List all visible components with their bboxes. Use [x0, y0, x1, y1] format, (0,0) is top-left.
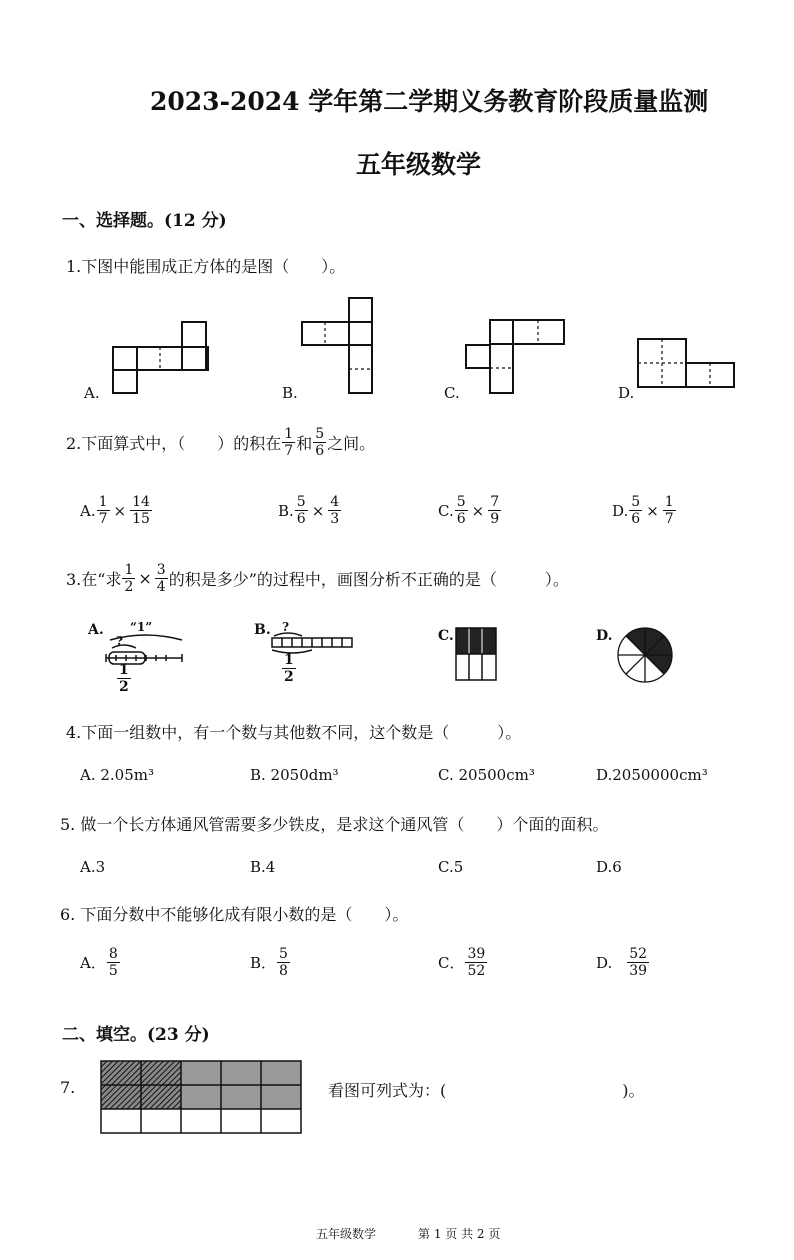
question-3-text: 3.在“求 $\frac{1}{2}$ × $\frac{3}{4}$ 的积是多少”的过程中，画图分析不正确的是（ ）。 — [66, 562, 569, 596]
q3-a-question-mark: ? — [116, 634, 124, 648]
q3-option-a: A. — [88, 622, 104, 638]
q6-option-b: B． $\frac{5}{8}$ — [250, 946, 288, 980]
q3-option-b: B. — [254, 622, 271, 638]
q1-option-b: B. — [282, 384, 298, 402]
q2-option-d: D. $\frac{5}{6}$ × $\frac{1}{7}$ — [612, 494, 674, 528]
footer-page-number: 第 1 页 共 2 页 — [418, 1227, 501, 1241]
q2-option-b: B. $\frac{5}{6}$ × $\frac{4}{3}$ — [278, 494, 340, 528]
q1-option-d: D. — [618, 384, 635, 402]
q4-option-c: C. 20500cm³ — [438, 766, 535, 784]
page-subtitle: 五年级数学 — [356, 150, 482, 179]
q5-option-a: A.3 — [80, 858, 106, 876]
q3-option-c: C. — [438, 628, 454, 644]
page-title: 2023-2024 学年第二学期义务教育阶段质量监测 — [150, 87, 709, 116]
q3-option-d: D. — [596, 628, 613, 644]
question-7-number: 7. — [60, 1078, 76, 1097]
q5-option-b: B.4 — [250, 858, 276, 876]
q3-c-rectangle-diagram — [450, 624, 500, 686]
q6-option-a: A． $\frac{8}{5}$ — [80, 946, 118, 980]
q1-option-a: A. — [84, 384, 100, 402]
q4-option-d: D.2050000cm³ — [596, 766, 708, 784]
q3-a-whole-label: “1” — [130, 620, 153, 634]
q1-cube-nets — [60, 290, 760, 410]
q6-option-c: C． $\frac{39}{52}$ — [438, 946, 486, 980]
q4-option-b: B. 2050dm³ — [250, 766, 339, 784]
q5-option-c: C.5 — [438, 858, 464, 876]
question-6-text: 6. 下面分数中不能够化成有限小数的是（ ）。 — [60, 905, 409, 924]
question-2-text: 2.下面算式中，（ ）的积在 $\frac{1}{7}$ 和 $\frac{5}{6}$ 之间。 — [66, 426, 376, 460]
q4-option-a: A. 2.05m³ — [80, 766, 155, 784]
question-5-text: 5. 做一个长方体通风管需要多少铁皮，是求这个通风管（ ）个面的面积。 — [60, 815, 609, 834]
section-heading-fill: 二、填空。(23 分) — [62, 1025, 210, 1045]
q7-grid-diagram — [98, 1058, 304, 1136]
question-1-text: 1.下图中能围成正方体的是图（ ）。 — [66, 257, 346, 276]
q3-a-fraction: $\frac{1}{2}$ — [119, 662, 129, 696]
q3-b-question-mark: ? — [282, 620, 290, 634]
q2-option-a: A. $\frac{1}{7}$ × $\frac{14}{15}$ — [80, 494, 150, 528]
footer-subject: 五年级数学 — [316, 1227, 377, 1241]
question-4-text: 4.下面一组数中，有一个数与其他数不同，这个数是（ ）。 — [66, 723, 522, 742]
q3-a-segment-diagram — [100, 628, 190, 668]
q3-b-fraction: $\frac{1}{2}$ — [284, 652, 294, 686]
q1-option-c: C. — [444, 384, 460, 402]
q6-option-d: D. $\frac{52}{39}$ — [596, 946, 648, 980]
section-heading-choice: 一、选择题。(12 分) — [62, 211, 227, 231]
q3-d-circle-diagram — [612, 622, 678, 688]
q2-option-c: C. $\frac{5}{6}$ × $\frac{7}{9}$ — [438, 494, 500, 528]
q5-option-d: D.6 — [596, 858, 622, 876]
question-7-text: 看图可列式为：( )。 — [328, 1081, 645, 1100]
